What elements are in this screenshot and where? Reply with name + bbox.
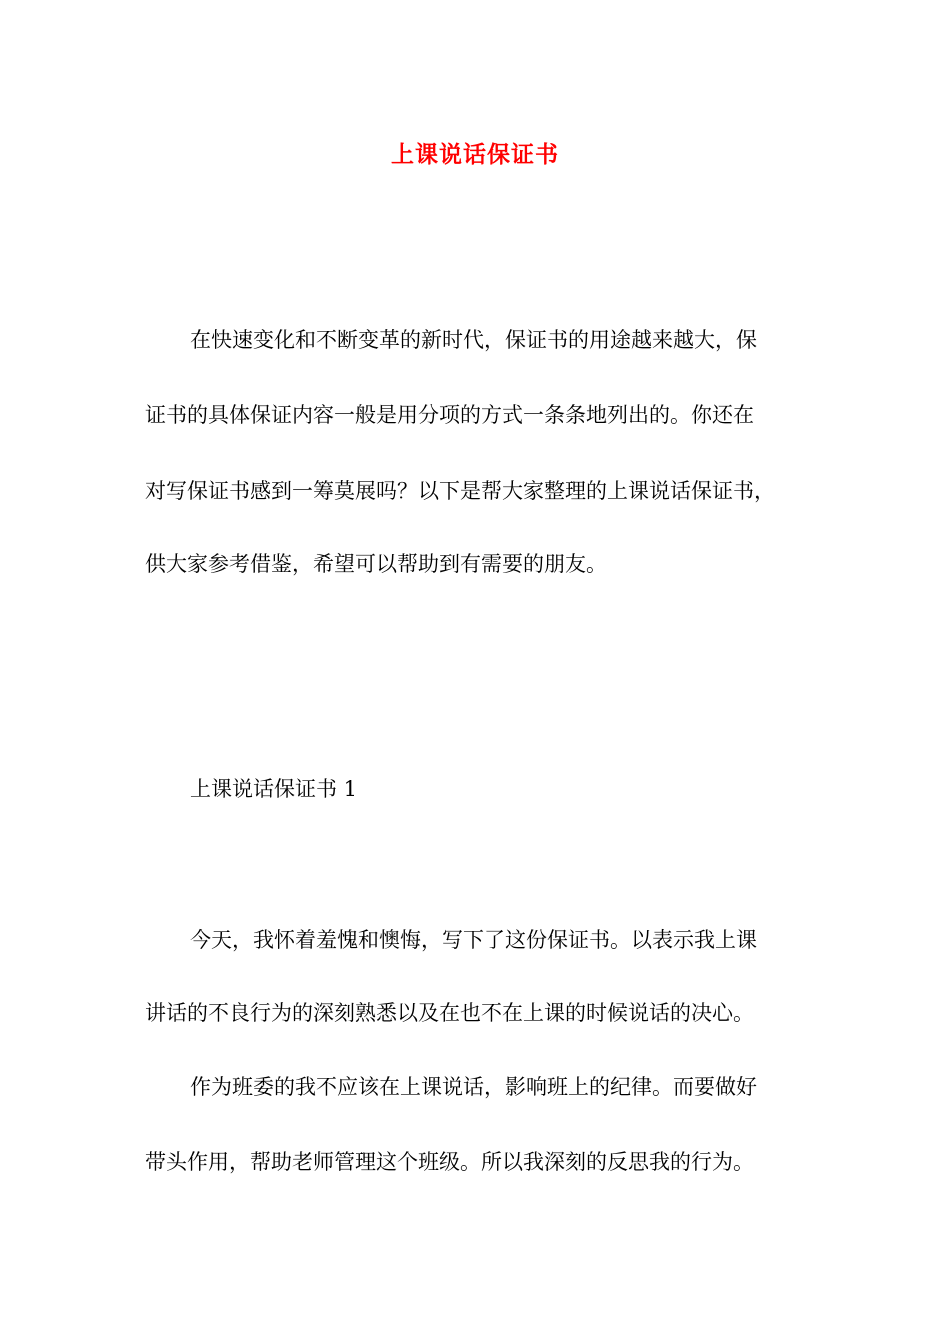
intro-line-3: 对写保证书感到一筹莫展吗？以下是帮大家整理的上课说话保证书， bbox=[145, 479, 775, 503]
intro-line-1: 在快速变化和不断变革的新时代，保证书的用途越来越大，保 bbox=[190, 328, 757, 352]
section-heading: 上课说话保证书 1 bbox=[190, 777, 358, 801]
intro-line-4: 供大家参考借鉴，希望可以帮助到有需要的朋友。 bbox=[145, 552, 607, 576]
body-line-2: 讲话的不良行为的深刻熟悉以及在也不在上课的时候说话的决心。 bbox=[145, 1001, 754, 1025]
body-line-1: 今天，我怀着羞愧和懊悔，写下了这份保证书。以表示我上课 bbox=[190, 928, 757, 952]
document-title: 上课说话保证书 bbox=[391, 141, 559, 168]
intro-line-2: 证书的具体保证内容一般是用分项的方式一条条地列出的。你还在 bbox=[145, 403, 754, 427]
body-line-4: 带头作用，帮助老师管理这个班级。所以我深刻的反思我的行为。 bbox=[145, 1150, 754, 1174]
body-line-3: 作为班委的我不应该在上课说话，影响班上的纪律。而要做好 bbox=[190, 1075, 757, 1099]
